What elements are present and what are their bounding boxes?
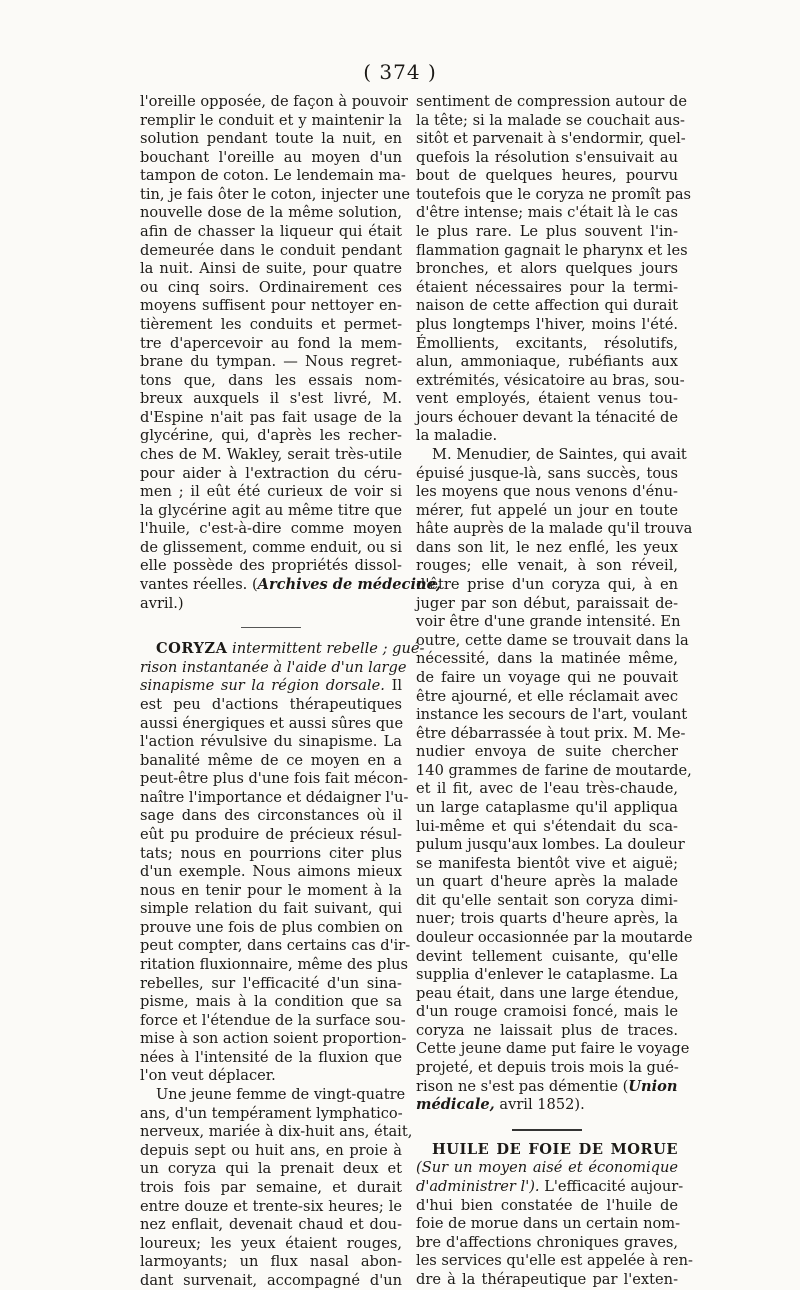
- text-line: hâte auprès de la malade qu'il trouva: [416, 520, 693, 538]
- text-line: dans son lit, le nez enflé, les yeux: [416, 538, 678, 556]
- text-line: tre d'apercevoir au fond la mem-: [140, 334, 402, 352]
- text-line: nerveux, mariée à dix-huit ans, était,: [140, 1123, 413, 1141]
- text-line: tons que, dans les essais nom-: [140, 371, 402, 389]
- text-line: un large cataplasme qu'il appliqua: [416, 798, 678, 816]
- text-line: solution pendant toute la nuit, en: [140, 130, 402, 148]
- text-line: demeurée dans le conduit pendant: [140, 241, 402, 259]
- text-line: les moyens que nous venons d'énu-: [416, 483, 678, 501]
- text-line: l'oreille opposée, de façon à pouvoir: [140, 93, 408, 110]
- text-line: tats; nous en pourrions citer plus: [140, 844, 402, 862]
- text-line: d'être intense; mais c'était là le cas: [416, 204, 678, 222]
- text-line: remplir le conduit et y maintenir la: [140, 111, 402, 129]
- text-line: l'huile, c'est-à-dire comme moyen: [140, 520, 402, 538]
- text-line: pulum jusqu'aux lombes. La douleur: [416, 836, 685, 854]
- text-line: bouchant l'oreille au moyen d'un: [140, 148, 402, 166]
- section-divider: [241, 627, 301, 628]
- text-line: devint tellement cuisante, qu'elle: [416, 947, 678, 965]
- text-line: rouges; elle venait, à son réveil,: [416, 557, 678, 575]
- text-line: peut compter, dans certains cas d'ir-: [140, 937, 411, 955]
- text-line: nouvelle dose de la même solution,: [140, 204, 402, 222]
- text-line: nous en tenir pour le moment à la: [140, 881, 402, 899]
- paragraph-case-history: [140, 1086, 413, 1290]
- text-line: pour aider à l'extraction du céru-: [140, 464, 402, 482]
- text-line: d'hui bien constatée de l'huile de: [416, 1196, 678, 1214]
- text-line: glycérine, qui, d'après les recher-: [140, 427, 402, 445]
- text-line: rebelles, sur l'efficacité d'un sina-: [140, 974, 402, 992]
- text-line: loureux; les yeux étaient rouges,: [140, 1234, 402, 1252]
- page-number: ( 374 ): [363, 60, 437, 84]
- text-line: ou cinq soirs. Ordinairement ces: [140, 278, 402, 296]
- text-line: d'un exemple. Nous aimons mieux: [140, 863, 402, 881]
- text-line: nées à l'intensité de la fluxion que: [140, 1048, 402, 1066]
- text-line: naison de cette affection qui durait: [416, 297, 678, 315]
- text-line: tièrement les conduits et permet-: [140, 315, 402, 333]
- text-line: M. Menudier, de Saintes, qui avait: [432, 445, 687, 463]
- text-line: afin de chasser la liqueur qui était: [140, 223, 402, 241]
- text-line: un coryza qui la prenait deux et: [140, 1160, 402, 1178]
- text-line: Émollients, excitants, résolutifs,: [416, 334, 678, 352]
- text-line: entre douze et trente-six heures; le: [140, 1197, 402, 1215]
- text-line: instance les secours de l'art, voulant: [416, 706, 688, 724]
- text-line: tin, je fais ôter le coton, injecter une: [140, 185, 410, 203]
- text-line: être débarrassée à tout prix. M. Me-: [416, 724, 686, 742]
- text-line: aussi énergiques et aussi sûres que: [140, 714, 404, 732]
- text-line: trois fois par semaine, et durait: [140, 1178, 402, 1196]
- text-line: coryza ne laissait plus de traces.: [416, 1021, 678, 1039]
- text-line: la tête; si la malade se couchait aus-: [416, 111, 685, 129]
- text-line: un quart d'heure après la malade: [416, 873, 678, 891]
- text-line: 140 grammes de farine de moutarde,: [416, 761, 692, 779]
- text-line: épuisé jusque-là, sans succès, tous: [416, 464, 678, 482]
- text-line: extrémités, vésicatoire au bras, sou-: [416, 371, 685, 389]
- text-line: sitôt et parvenait à s'endormir, quel-: [416, 130, 686, 148]
- text-line: sage dans des circonstances où il: [140, 807, 402, 825]
- text-line: douleur occasionnée par la moutarde: [416, 929, 693, 947]
- citation-archives: vantes réelles. (Archives de médecine,: [140, 576, 441, 594]
- text-line: peut-être plus d'une fois fait mécon-: [140, 770, 408, 788]
- text-line: elle possède des propriétés dissol-: [140, 557, 402, 575]
- paragraph-symptoms: [416, 93, 692, 446]
- text-line: la glycérine agit au même titre que: [140, 501, 402, 519]
- text-line: nuer; trois quarts d'heure après, la: [416, 910, 678, 928]
- text-line: dre à la thérapeutique par l'exten-: [416, 1270, 678, 1288]
- text-line: ans, d'un tempérament lymphatico-: [140, 1104, 403, 1122]
- paragraph-cod-liver-oil: [416, 1196, 693, 1290]
- text-line: dit qu'elle sentait son coryza dimi-: [416, 891, 678, 909]
- text-line: bout de quelques heures, pourvu: [416, 167, 678, 185]
- citation-union-medicale: rison ne s'est pas démentie (Union: [416, 1077, 678, 1095]
- text-line: nudier envoya de suite chercher: [416, 743, 678, 761]
- text-line: d'être prise d'un coryza qui, à en: [416, 576, 678, 594]
- text-line: plus longtemps l'hiver, moins l'été.: [416, 315, 678, 333]
- text-line: voir être d'une grande intensité. En: [416, 613, 681, 631]
- citation-archives-date: avril.): [140, 594, 184, 612]
- text-line: la nuit. Ainsi de suite, pour quatre: [140, 260, 402, 278]
- citation-union-medicale-date: médicale, avril 1852).: [416, 1096, 585, 1114]
- text-line: moyens suffisent pour nettoyer en-: [140, 297, 402, 315]
- text-line: eût pu produire de précieux résul-: [140, 825, 402, 843]
- text-line: Une jeune femme de vingt-quatre: [156, 1086, 406, 1104]
- paragraph-ear-treatment: [140, 93, 410, 576]
- text-line: breux auxquels il s'est livré, M.: [140, 390, 402, 408]
- text-line: jours échouer devant la ténacité de: [416, 408, 678, 426]
- text-line: foie de morue dans un certain nom-: [416, 1215, 681, 1233]
- text-line: ches de M. Wakley, serait très-utile: [140, 445, 402, 463]
- text-line: force et l'étendue de la surface sou-: [140, 1011, 406, 1029]
- text-line: banalité même de ce moyen en a: [140, 751, 402, 769]
- text-line: mérer, fut appelé un jour en toute: [416, 501, 678, 519]
- text-line: juger par son début, paraissait de-: [416, 594, 678, 612]
- text-line: se manifesta bientôt vive et aiguë;: [416, 854, 678, 872]
- text-line: le plus rare. Le plus souvent l'in-: [416, 223, 678, 241]
- text-line: l'on veut déplacer.: [140, 1067, 276, 1085]
- text-line: être ajourné, et elle réclamait avec: [416, 687, 678, 705]
- text-line: bre d'affections chroniques graves,: [416, 1233, 678, 1251]
- text-line: projeté, et depuis trois mois la gué-: [416, 1059, 679, 1077]
- text-line: supplia d'enlever le cataplasme. La: [416, 966, 678, 984]
- text-line: bronches, et alors quelques jours: [416, 260, 678, 278]
- text-line: Cette jeune dame put faire le voyage: [416, 1040, 690, 1058]
- text-line: alun, ammoniaque, rubéfiants aux: [416, 353, 678, 371]
- right-column: [416, 93, 693, 1289]
- text-line: quefois la résolution s'ensuivait au: [416, 148, 678, 166]
- text-line: peau était, dans une large étendue,: [416, 984, 679, 1002]
- text-line: larmoyants; un flux nasal abon-: [140, 1253, 402, 1271]
- text-line: toutefois que le coryza ne promît pas: [416, 185, 692, 203]
- text-line: tampon de coton. Le lendemain ma-: [140, 167, 406, 185]
- text-line: men ; il eût été curieux de voir si: [140, 483, 402, 501]
- text-line: naître l'importance et dédaigner l'u-: [140, 788, 409, 806]
- section-heading-huile: HUILE DE FOIE DE MORUE (Sur un moyen aisé et économique d'administrer l'). L'efficacité aujour-: [416, 1140, 684, 1195]
- text-line: et il fit, avec de l'eau très-chaude,: [416, 780, 678, 798]
- text-line: outre, cette dame se trouvait dans la: [416, 631, 689, 649]
- text-line: lui-même et qui s'étendait du sca-: [416, 817, 678, 835]
- text-line: la maladie.: [416, 427, 498, 445]
- text-line: est peu d'actions thérapeutiques: [140, 695, 402, 713]
- text-line: de glissement, comme enduit, ou si: [140, 538, 402, 556]
- text-line: nécessité, dans la matinée même,: [416, 650, 678, 668]
- text-line: vent employés, étaient venus tou-: [416, 390, 678, 408]
- text-line: d'un rouge cramoisi foncé, mais le: [416, 1003, 678, 1021]
- section-divider: [512, 1129, 582, 1131]
- text-line: dant survenait, accompagné d'un: [140, 1271, 402, 1289]
- text-line: l'action révulsive du sinapisme. La: [140, 733, 402, 751]
- text-line: les services qu'elle est appelée à ren-: [416, 1252, 693, 1270]
- text-line: d'Espine n'ait pas fait usage de la: [140, 408, 402, 426]
- text-line: étaient nécessaires pour la termi-: [416, 278, 678, 296]
- text-line: brane du tympan. — Nous regret-: [140, 353, 402, 371]
- text-line: pisme, mais à la condition que sa: [140, 993, 402, 1011]
- text-line: depuis sept ou huit ans, en proie à: [140, 1141, 402, 1159]
- text-line: prouve une fois de plus combien on: [140, 918, 403, 936]
- section-heading-coryza: CORYZA intermittent rebelle ; gué- rison instantanée à l'aide d'un large sinapisme sur la région dorsale. Il: [140, 640, 425, 695]
- text-line: mise à son action soient proportion-: [140, 1030, 407, 1048]
- text-line: sentiment de compression autour de: [416, 93, 688, 110]
- paragraph-sinapism: [140, 695, 411, 1086]
- text-line: flammation gagnait le pharynx et les: [416, 241, 688, 259]
- text-line: simple relation du fait suivant, qui: [140, 900, 402, 918]
- left-column: [140, 93, 441, 1290]
- paragraph-menudier: [416, 445, 693, 1078]
- text-line: nez enflait, devenait chaud et dou-: [140, 1216, 402, 1234]
- text-line: de faire un voyage qui ne pouvait: [416, 668, 678, 686]
- text-line: ritation fluxionnaire, même des plus: [140, 956, 409, 974]
